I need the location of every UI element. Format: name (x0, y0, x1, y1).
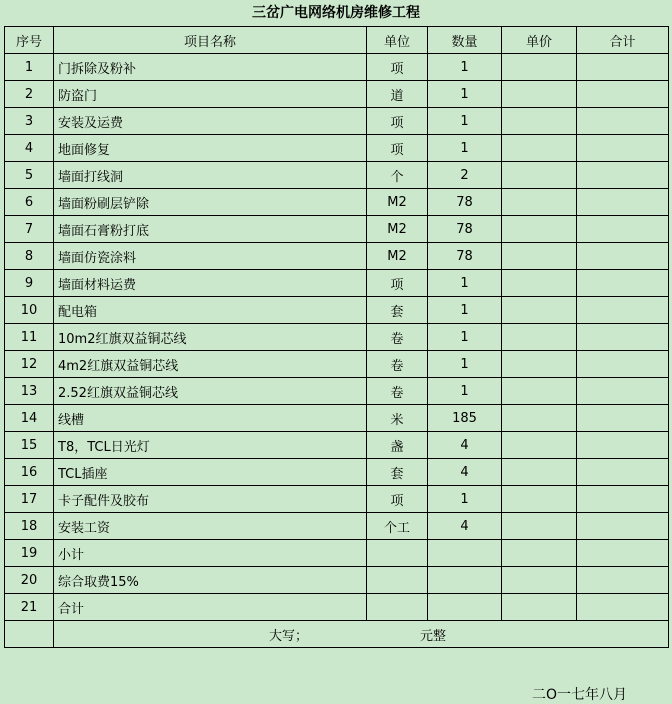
row-no: 6 (5, 189, 54, 216)
row-no: 21 (5, 594, 54, 621)
table-row (5, 270, 669, 297)
table-row (5, 351, 669, 378)
row-no: 13 (5, 378, 54, 405)
row-price (502, 243, 577, 270)
row-total (577, 54, 669, 81)
table-row (5, 405, 669, 432)
row-unit: 卷 (367, 378, 428, 405)
document-title: 三岔广电网络机房维修工程 (252, 5, 420, 21)
row-price (502, 567, 577, 594)
row-total (577, 135, 669, 162)
table-row (5, 189, 669, 216)
table-row (5, 297, 669, 324)
row-total (577, 351, 669, 378)
row-name: 防盗门 (54, 81, 367, 108)
row-qty: 1 (428, 351, 502, 378)
row-name: 墙面材料运费 (54, 270, 367, 297)
row-qty: 1 (428, 324, 502, 351)
row-qty: 78 (428, 189, 502, 216)
header-price: 单价 (502, 27, 577, 54)
row-unit (367, 540, 428, 567)
row-qty: 185 (428, 405, 502, 432)
table-row (5, 54, 669, 81)
row-total (577, 270, 669, 297)
row-name: 安装工资 (54, 513, 367, 540)
row-no: 5 (5, 162, 54, 189)
row-total (577, 486, 669, 513)
row-total (577, 243, 669, 270)
row-unit: 卷 (367, 351, 428, 378)
row-unit: 个 (367, 162, 428, 189)
row-qty (428, 540, 502, 567)
row-name: 综合取费15% (54, 567, 367, 594)
row-name: 2.52红旗双益铜芯线 (54, 378, 367, 405)
row-price (502, 459, 577, 486)
table-header-row (5, 27, 669, 54)
row-total (577, 513, 669, 540)
table-row (5, 243, 669, 270)
row-price (502, 270, 577, 297)
row-name: 门拆除及粉补 (54, 54, 367, 81)
row-name: 配电箱 (54, 297, 367, 324)
row-qty: 1 (428, 297, 502, 324)
row-price (502, 486, 577, 513)
row-price (502, 297, 577, 324)
row-qty: 2 (428, 162, 502, 189)
table-row (5, 432, 669, 459)
row-qty (428, 594, 502, 621)
table-row (5, 135, 669, 162)
row-total (577, 405, 669, 432)
row-price (502, 405, 577, 432)
row-name: 10m2红旗双益铜芯线 (54, 324, 367, 351)
row-qty: 1 (428, 378, 502, 405)
row-no: 16 (5, 459, 54, 486)
daxie-label: 大写； (269, 629, 309, 644)
table-row (5, 162, 669, 189)
row-total (577, 108, 669, 135)
row-price (502, 432, 577, 459)
row-price (502, 378, 577, 405)
row-name: 安装及运费 (54, 108, 367, 135)
row-unit: 卷 (367, 324, 428, 351)
table-row (5, 513, 669, 540)
row-name: 线槽 (54, 405, 367, 432)
row-total (577, 189, 669, 216)
row-name: 地面修复 (54, 135, 367, 162)
row-unit (367, 594, 428, 621)
daxie-unit: 元整 (420, 629, 447, 644)
row-no: 17 (5, 486, 54, 513)
row-no: 2 (5, 81, 54, 108)
row-price (502, 54, 577, 81)
daxie-row (5, 621, 669, 648)
row-unit: 盏 (367, 432, 428, 459)
row-qty: 1 (428, 486, 502, 513)
row-total (577, 432, 669, 459)
quote-table (4, 26, 669, 648)
row-name: 墙面仿瓷涂料 (54, 243, 367, 270)
row-price (502, 351, 577, 378)
table-row (5, 567, 669, 594)
row-name: 墙面石膏粉打底 (54, 216, 367, 243)
row-no: 4 (5, 135, 54, 162)
row-unit: M2 (367, 216, 428, 243)
row-name: 墙面打线洞 (54, 162, 367, 189)
row-no: 12 (5, 351, 54, 378)
row-no: 8 (5, 243, 54, 270)
row-qty: 1 (428, 81, 502, 108)
daxie-cell (54, 621, 669, 648)
row-no: 11 (5, 324, 54, 351)
row-qty: 78 (428, 243, 502, 270)
row-unit: 项 (367, 270, 428, 297)
row-qty (428, 567, 502, 594)
row-unit: 个工 (367, 513, 428, 540)
row-price (502, 540, 577, 567)
row-qty: 1 (428, 108, 502, 135)
row-price (502, 594, 577, 621)
row-qty: 1 (428, 135, 502, 162)
table-row (5, 324, 669, 351)
row-name: 4m2红旗双益铜芯线 (54, 351, 367, 378)
row-unit: 项 (367, 108, 428, 135)
table-row (5, 216, 669, 243)
row-total (577, 81, 669, 108)
row-price (502, 81, 577, 108)
row-price (502, 324, 577, 351)
row-no: 19 (5, 540, 54, 567)
row-total (577, 297, 669, 324)
row-qty: 4 (428, 513, 502, 540)
row-price (502, 135, 577, 162)
row-price (502, 108, 577, 135)
row-qty: 78 (428, 216, 502, 243)
row-no: 15 (5, 432, 54, 459)
table-row (5, 108, 669, 135)
header-qty: 数量 (428, 27, 502, 54)
row-total (577, 540, 669, 567)
row-qty: 1 (428, 54, 502, 81)
row-total (577, 324, 669, 351)
row-name: T8，TCL日光灯 (54, 432, 367, 459)
row-price (502, 162, 577, 189)
header-name: 项目名称 (54, 27, 367, 54)
header-unit: 单位 (367, 27, 428, 54)
row-qty: 1 (428, 270, 502, 297)
row-name: 小计 (54, 540, 367, 567)
row-name: 合计 (54, 594, 367, 621)
row-unit: 项 (367, 54, 428, 81)
table-row (5, 81, 669, 108)
row-no: 14 (5, 405, 54, 432)
header-total: 合计 (577, 27, 669, 54)
row-total (577, 378, 669, 405)
row-name: TCL插座 (54, 459, 367, 486)
row-unit: 项 (367, 486, 428, 513)
row-total (577, 594, 669, 621)
row-unit: 套 (367, 297, 428, 324)
daxie-empty-cell (5, 621, 54, 648)
document-date: 二O一七年八月 (532, 687, 628, 703)
row-unit: M2 (367, 189, 428, 216)
row-price (502, 216, 577, 243)
row-unit: 套 (367, 459, 428, 486)
header-no: 序号 (5, 27, 54, 54)
row-price (502, 189, 577, 216)
row-no: 7 (5, 216, 54, 243)
table-row (5, 378, 669, 405)
row-no: 1 (5, 54, 54, 81)
row-price (502, 513, 577, 540)
row-name: 卡子配件及胶布 (54, 486, 367, 513)
row-unit (367, 567, 428, 594)
row-unit: 米 (367, 405, 428, 432)
table-row (5, 594, 669, 621)
table-row (5, 540, 669, 567)
row-no: 18 (5, 513, 54, 540)
row-unit: 项 (367, 135, 428, 162)
row-qty: 4 (428, 432, 502, 459)
row-total (577, 162, 669, 189)
table-row (5, 486, 669, 513)
row-no: 10 (5, 297, 54, 324)
row-qty: 4 (428, 459, 502, 486)
row-no: 3 (5, 108, 54, 135)
row-unit: M2 (367, 243, 428, 270)
row-total (577, 216, 669, 243)
row-total (577, 459, 669, 486)
row-unit: 道 (367, 81, 428, 108)
row-total (577, 567, 669, 594)
table-row (5, 459, 669, 486)
row-name: 墙面粉刷层铲除 (54, 189, 367, 216)
row-no: 20 (5, 567, 54, 594)
row-no: 9 (5, 270, 54, 297)
